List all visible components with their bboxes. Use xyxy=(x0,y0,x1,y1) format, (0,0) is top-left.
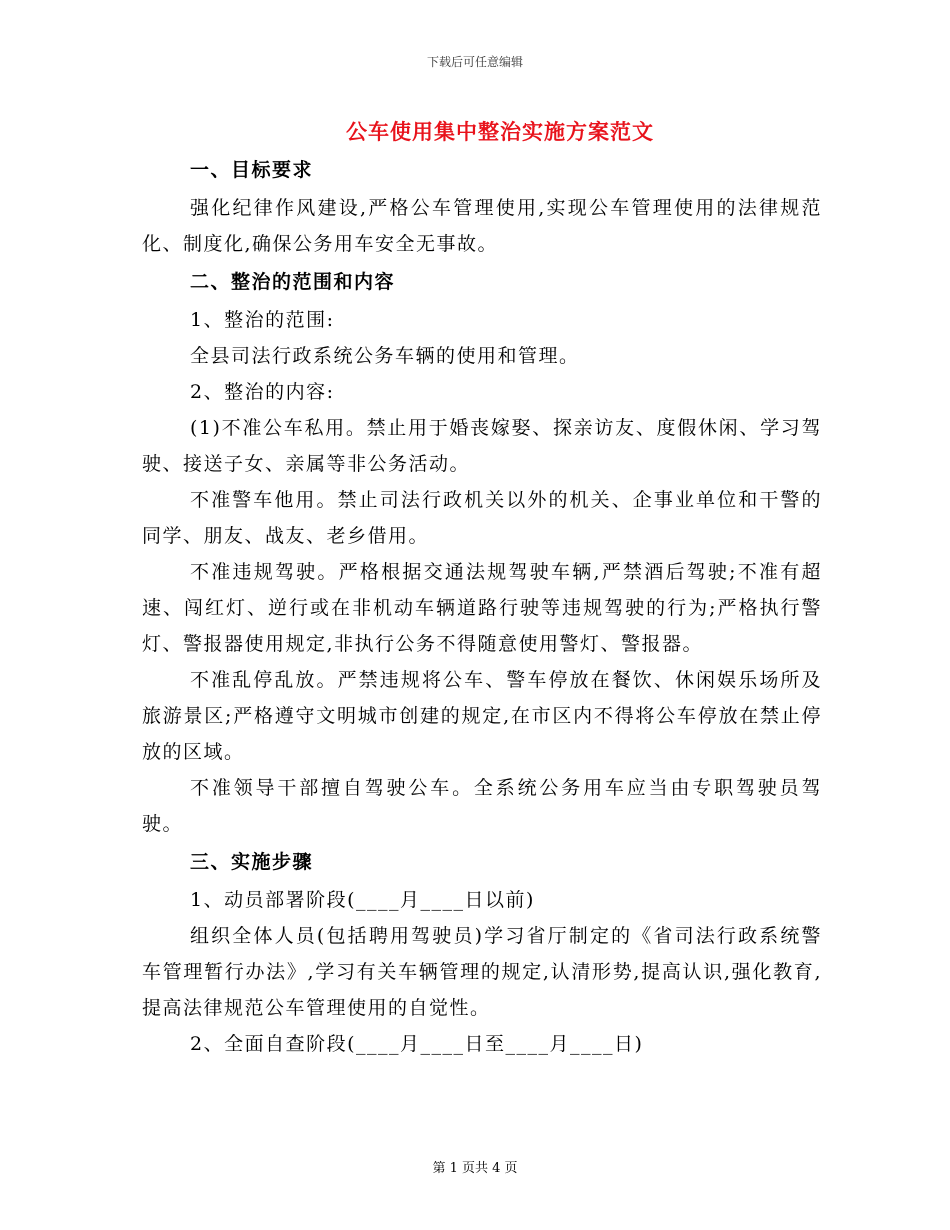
header-note: 下载后可任意编辑 xyxy=(426,55,523,69)
paragraph-rule-1: (1)不准公车私用。禁止用于婚丧嫁娶、探亲访友、度假休闲、学习驾驶、接送子女、亲属等非公务活动。 xyxy=(142,417,822,475)
section-heading-steps: 三、实施步骤 xyxy=(190,851,314,873)
document-title: 公车使用集中整治实施方案范文 xyxy=(346,119,654,144)
section-heading-goals: 一、目标要求 xyxy=(190,159,314,181)
subheading-scope: 1、整治的范围: xyxy=(190,309,335,331)
paragraph-rule-4: 不准乱停乱放。严禁违规将公车、警车停放在餐饮、休闲娱乐场所及旅游景区;严格遵守文明城市创建的规定,在市区内不得将公车停放在禁止停放的区域。 xyxy=(142,669,822,763)
paragraph-goals: 强化纪律作风建设,严格公车管理使用,实现公车管理使用的法律规范化、制度化,确保公务用车安全无事故。 xyxy=(142,197,822,255)
subheading-step-1: 1、动员部署阶段(____月____日以前) xyxy=(190,889,535,911)
paragraph-step-1: 组织全体人员(包括聘用驾驶员)学习省厅制定的《省司法行政系统警车管理暂行办法》,学习有关车辆管理的规定,认清形势,提高认识,强化教育,提高法律规范公车管理使用的自觉性。 xyxy=(142,925,822,1019)
section-heading-scope: 二、整治的范围和内容 xyxy=(190,271,396,293)
subheading-content: 2、整治的内容: xyxy=(190,381,335,403)
paragraph-rule-2: 不准警车他用。禁止司法行政机关以外的机关、企事业单位和干警的同学、朋友、战友、老乡借用。 xyxy=(142,489,822,547)
paragraph-rule-5: 不准领导干部擅自驾驶公车。全系统公务用车应当由专职驾驶员驾驶。 xyxy=(142,777,822,835)
document-body xyxy=(142,152,822,1062)
paragraph-scope: 全县司法行政系统公务车辆的使用和管理。 xyxy=(190,345,580,367)
subheading-step-2: 2、全面自查阶段(____月____日至____月____日) xyxy=(190,1033,644,1055)
paragraph-rule-3: 不准违规驾驶。严格根据交通法规驾驶车辆,严禁酒后驾驶;不准有超速、闯红灯、逆行或在非机动车辆道路行驶等违规驾驶的行为;严格执行警灯、警报器使用规定,非执行公务不得随意使用警灯、警报器。 xyxy=(142,561,822,655)
page-number: 第 1 页共 4 页 xyxy=(432,1161,518,1176)
